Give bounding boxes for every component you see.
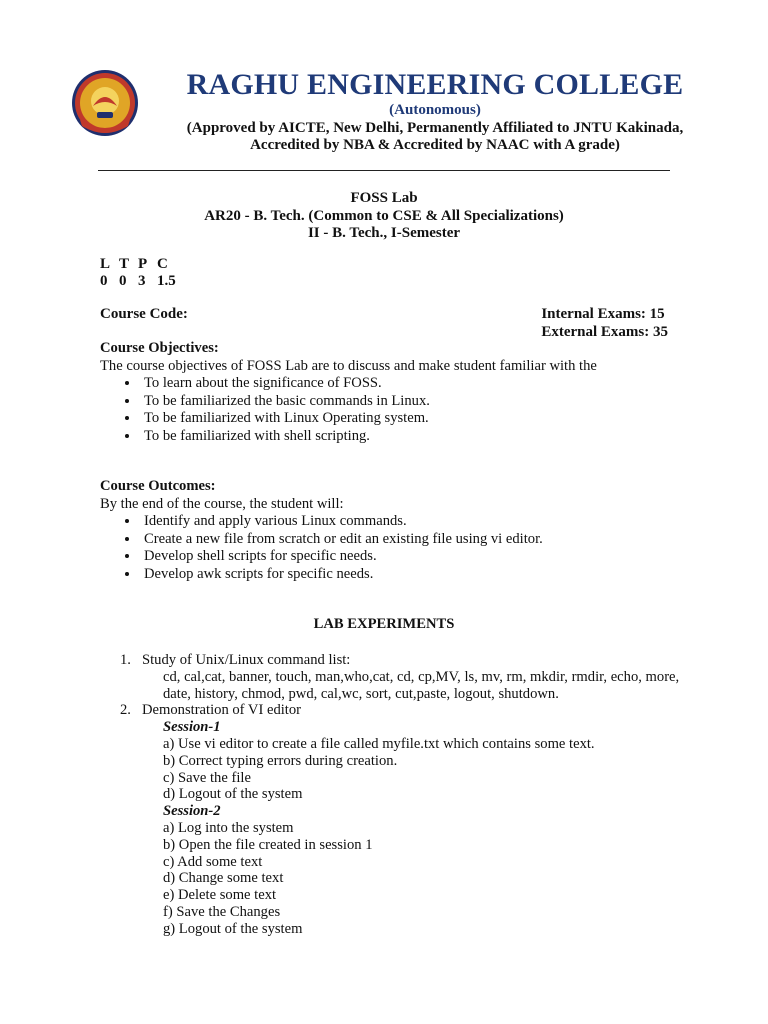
outcomes-intro: By the end of the course, the student will: [100, 495, 344, 512]
objectives-intro: The course objectives of FOSS Lab are to discuss and make student familiar with the [100, 357, 597, 374]
session-step: b) Correct typing errors during creation. [163, 752, 398, 769]
session-step: c) Add some text [163, 853, 263, 870]
list-item: • Develop shell scripts for specific needs. [140, 548, 680, 566]
list-item: • Identify and apply various Linux commands. [140, 513, 680, 531]
experiment-title: Demonstration of VI editor [142, 702, 302, 719]
list-item: • Develop awk scripts for specific needs. [140, 566, 680, 584]
course-regulation: AR20 - B. Tech. (Common to CSE & All Specializations) [204, 207, 564, 224]
ltpc-value: 3 [138, 273, 146, 289]
ltpc-values [100, 273, 176, 290]
ltpc-labels [100, 256, 176, 273]
exam-marks [541, 306, 668, 341]
command-list-line-1: cd, cal,cat, banner, touch, man,who,cat, cd, cp,MV, ls, mv, rm, mkdir, rmdir, echo, more, [163, 668, 680, 685]
session-step: e) Delete some text [163, 887, 277, 904]
list-item: • Create a new file from scratch or edit an existing file using vi editor. [140, 531, 680, 549]
session-step: d) Change some text [163, 870, 284, 887]
autonomous-label: (Autonomous) [389, 102, 481, 118]
experiment-number: 1. [120, 652, 131, 668]
approval-line-1: (Approved by AICTE, New Delhi, Permanently Affiliated to JNTU Kakinada, [186, 120, 684, 136]
course-outcomes [100, 478, 680, 583]
lab-experiments-heading: LAB EXPERIMENTS [313, 616, 455, 632]
experiment-number: 2. [120, 702, 131, 719]
external-exams: External Exams: 35 [541, 323, 668, 340]
list-item: • To be familiarized with Linux Operating system. [140, 410, 680, 428]
session-step: f) Save the Changes [163, 903, 281, 920]
ltpc-value: 1.5 [157, 273, 176, 289]
session-2-heading: Session-2 [163, 803, 221, 820]
experiment-title: Study of Unix/Linux command list: [142, 652, 351, 668]
outcomes-heading: Course Outcomes: [100, 478, 216, 494]
header-divider [98, 170, 670, 171]
session-1-heading: Session-1 [163, 719, 221, 736]
list-item: • To learn about the significance of FOSS. [140, 375, 680, 393]
internal-exams: Internal Exams: 15 [541, 306, 665, 322]
college-logo-icon [70, 68, 140, 138]
course-code-label: Course Code: [100, 306, 188, 322]
list-item: • To be familiarized the basic commands in Linux. [140, 393, 680, 411]
ltpc-table [100, 256, 176, 290]
approval-text [140, 120, 730, 154]
outcomes-list [100, 513, 680, 583]
experiment-2 [120, 702, 680, 719]
course-heading [98, 190, 670, 243]
ltpc-value: 0 [100, 273, 108, 289]
experiment-1 [120, 652, 680, 669]
session-step: g) Logout of the system [163, 920, 303, 937]
ltpc-label: T [119, 256, 130, 272]
objectives-list [100, 375, 680, 445]
session-step: c) Save the file [163, 769, 251, 786]
course-title: FOSS Lab [350, 190, 418, 206]
objectives-heading: Course Objectives: [100, 340, 219, 356]
college-name: RAGHU ENGINEERING COLLEGE [186, 68, 684, 101]
session-step: a) Use vi editor to create a file called myfile.txt which contains some text. [163, 735, 595, 752]
ltpc-label: C [157, 256, 168, 272]
ltpc-label: P [138, 256, 148, 272]
course-objectives [100, 340, 680, 445]
session-step: d) Logout of the system [163, 786, 303, 803]
approval-line-2: Accredited by NBA & Accredited by NAAC with A grade) [250, 137, 620, 153]
session-step: b) Open the file created in session 1 [163, 836, 373, 853]
course-semester: II - B. Tech., I-Semester [307, 225, 461, 241]
command-list-line-2: date, history, chmod, pwd, cal,wc, sort, cut,paste, logout, shutdown. [163, 685, 559, 702]
lab-experiments-list [120, 652, 680, 938]
ltpc-label: L [100, 256, 111, 272]
list-item: • To be familiarized with shell scripting. [140, 428, 680, 446]
session-step: a) Log into the system [163, 819, 294, 836]
ltpc-value: 0 [119, 273, 127, 289]
